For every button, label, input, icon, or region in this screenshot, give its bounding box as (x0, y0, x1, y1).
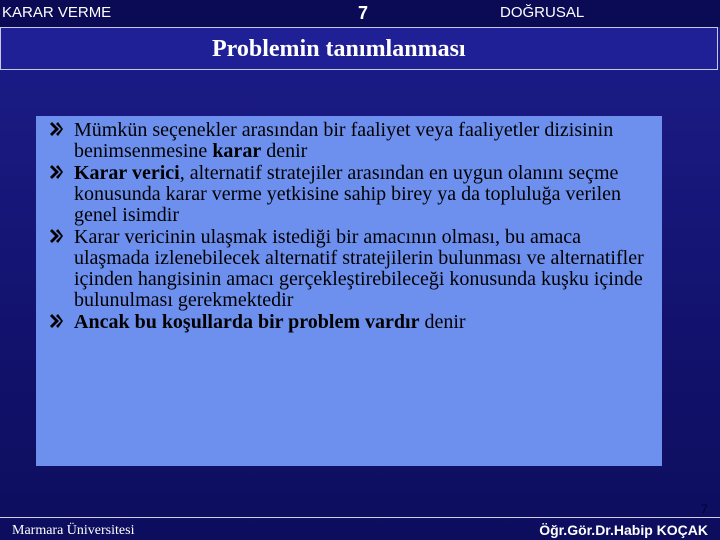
bullet-arrow-icon (49, 121, 63, 137)
footer-page-number: 7 (701, 502, 708, 516)
footer-university: Marmara Üniversitesi (12, 523, 135, 538)
bullet-text: denir (419, 311, 466, 333)
header-right-label: DOĞRUSAL (500, 4, 585, 21)
header-left-label: KARAR VERME (2, 4, 112, 21)
bullet-arrow-icon (49, 228, 63, 244)
bullet-text: Mümkün seçenekler arasından bir faaliyet veya faaliyetler dizisinin benimsenmesine (74, 119, 614, 162)
bullet-item (44, 163, 654, 226)
bullet-item (44, 120, 654, 162)
bullet-bold-text: Ancak bu koşullarda bir problem vardır (74, 311, 420, 333)
bullet-arrow-icon (49, 313, 63, 329)
bullet-item (44, 312, 654, 333)
header-page-number: 7 (358, 3, 369, 23)
bullet-text: denir (261, 140, 308, 162)
bullet-bold-text: Karar verici (74, 162, 180, 184)
footer-author: Öğr.Gör.Dr.Habip KOÇAK (539, 522, 708, 538)
bullet-list (44, 120, 654, 334)
footer-divider (0, 517, 720, 518)
bullet-arrow-icon (49, 164, 63, 180)
slide-title: Problemin tanımlanması (212, 36, 466, 62)
bullet-text: Karar vericinin ulaşmak istediği bir amacının olması, bu amaca ulaşmada izlenebilecek alternatif stratejilerin bulunması ve alternatifler içinden hangisinin amacı gerçekleştirebileceği konusunda kuşku içinde bulunulması gerekmektedir (74, 226, 644, 311)
bullet-text: , alternatif stratejiler arasından en uygun olanını seçme konusunda karar verme yetkisine sahip birey ya da topluluğa verilen genel isimdir (74, 162, 622, 226)
bullet-bold-text: karar (212, 140, 262, 162)
bullet-item (44, 227, 654, 311)
